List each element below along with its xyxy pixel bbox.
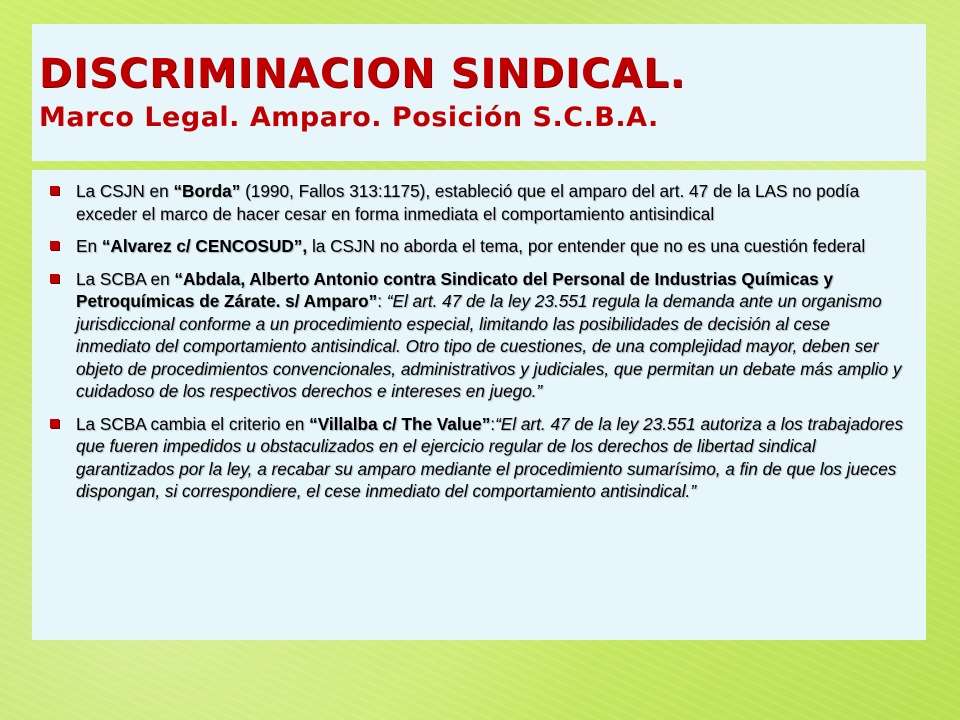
- text-run: (1990, Fallos 313:1175), estableció que el amparo del art. 47 de la LAS no podía exceder el marco de hacer cesar en forma inmediata el comportamiento antisindical: [76, 181, 860, 224]
- bullet-item: [46, 268, 906, 403]
- text-run: En: [76, 236, 102, 256]
- square-bullet-icon: [50, 419, 59, 428]
- square-bullet-icon: [50, 186, 59, 195]
- quotation: “El art. 47 de la ley 23.551 autoriza a los trabajadores que fueren impedidos u obstaculizados en el ejercicio regular de los derechos de libertad sindical garantizados por la ley, a recabar su amparo mediante el procedimiento sumarísimo, a fin de que los jueces dispongan, si correspondiere, el cese inmediato del comportamiento antisindical.”: [76, 413, 904, 501]
- bullet-item: [46, 180, 906, 225]
- bullet-item: [46, 235, 906, 258]
- text-run: :: [490, 413, 496, 434]
- content-panel: [32, 170, 926, 640]
- bullet-item: [46, 413, 906, 503]
- case-name: “Alvarez c/ CENCOSUD”,: [101, 236, 308, 256]
- square-bullet-icon: [50, 241, 59, 250]
- slide-subtitle: Marco Legal. Amparo. Posición S.C.B.A.: [39, 102, 659, 133]
- case-name: “Borda”: [173, 181, 241, 201]
- title-panel: [32, 24, 926, 161]
- case-name: “Abdala, Alberto Antonio contra Sindicato del Personal de Industrias Químicas y Petroquímicas de Zárate. s/ Amparo”: [76, 268, 834, 311]
- bullet-list: [46, 180, 906, 503]
- text-run: la CSJN no aborda el tema, por entender que no es una cuestión federal: [307, 236, 866, 256]
- text-run: La SCBA cambia el criterio en: [76, 413, 310, 434]
- text-run: La SCBA en: [76, 268, 175, 289]
- slide-title: DISCRIMINACION SINDICAL.: [39, 51, 686, 97]
- square-bullet-icon: [50, 274, 59, 283]
- case-name: “Villalba c/ The Value”: [309, 413, 491, 434]
- text-run: La CSJN en: [76, 181, 174, 201]
- text-run: :: [377, 291, 387, 311]
- quotation: “El art. 47 de la ley 23.551 regula la demanda ante un organismo jurisdiccional conforme a un procedimiento especial, limitando las posibilidades de decisión al cese inmediato del comportamiento antisindical. Otro tipo de cuestiones, de una complejidad mayor, deben ser objeto de procedimientos convencionales, administrativos y judiciales, que permitan un debate más amplio y cuidadoso de los respectivos derechos e intereses en juego.”: [76, 291, 902, 401]
